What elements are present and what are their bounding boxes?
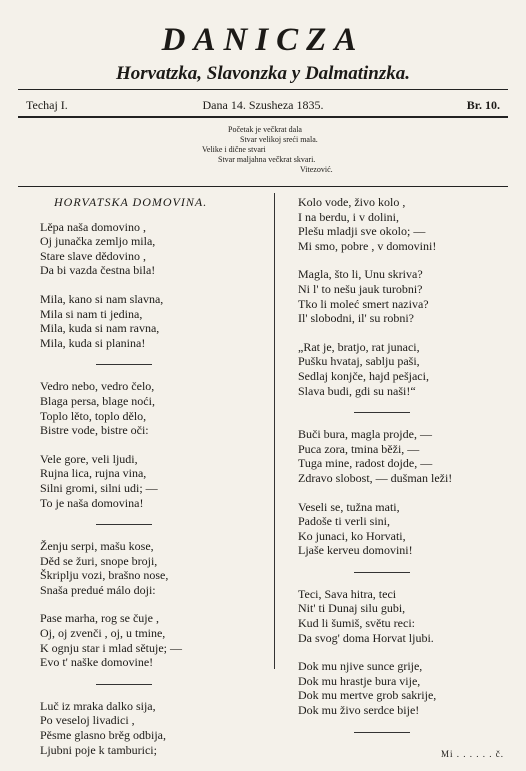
epigraph-author: Vitezović. <box>300 165 333 174</box>
verse-line: Rujna lica, rujna vina, <box>40 466 147 481</box>
verse-line: Luč iz mraka dalko sija, <box>40 698 156 713</box>
stanza <box>40 292 250 350</box>
stanza <box>40 220 250 278</box>
stanza <box>40 539 250 597</box>
verse-line: Il' slobodni, il' su robni? <box>298 311 414 326</box>
stanza-separator <box>354 572 410 573</box>
verse-line: Ženju serpi, mašu kose, <box>40 539 154 554</box>
verse-line: Buči bura, magla projde, — <box>298 427 432 442</box>
verse-line: Ljaše kerveu domovini! <box>298 543 413 558</box>
verse-line: Padoše ti verli sini, <box>298 514 390 529</box>
epigraph-rule <box>18 186 508 187</box>
verse-line: „Rat je, bratjo, rat junaci, <box>298 339 420 354</box>
verse-line: Lěpa naša domovino , <box>40 219 146 234</box>
verse-line: Oj junačka zemljo mila, <box>40 234 156 249</box>
stanza <box>40 699 250 757</box>
epigraph-line: Stvar maljahna večkrat skvari. <box>218 155 316 164</box>
verse-line: Oj, oj zvenči , oj, u tmine, <box>40 626 166 641</box>
verse-line: Blaga persa, blage noći, <box>40 393 155 408</box>
top-rule <box>18 89 508 90</box>
epigraph-line: Početak je večkrat dala <box>228 125 302 134</box>
verse-line: Bistre vode, bistre oči: <box>40 423 149 438</box>
verse-line: Toplo lěto, toplo dělo, <box>40 408 147 423</box>
verse-line: Puca zora, tmina běži, — <box>298 441 420 456</box>
verse-line: Zdravo slobost, — dušman leži! <box>298 470 453 485</box>
date-label: Dana 14. Szusheza 1835. <box>202 98 324 112</box>
verse-line: I na berdu, i v dolini, <box>298 209 399 224</box>
stanza <box>40 611 250 669</box>
issue-number: Br. 10. <box>466 98 500 112</box>
right-column <box>298 195 508 761</box>
verse-line: Ljubni poje k tamburici; <box>40 742 157 757</box>
verse-line: Da bi vazda čestna bila! <box>40 263 156 278</box>
stanza <box>298 427 508 485</box>
stanza <box>298 340 508 398</box>
verse-line: Evo t' naške domovine! <box>40 655 154 670</box>
left-column <box>40 195 250 771</box>
verse-line: Slava budi, gdi su naši!“ <box>298 383 416 398</box>
verse-line: Kud li šumiš, světu reci: <box>298 616 415 631</box>
stanza-separator <box>354 412 410 413</box>
epigraph <box>0 125 526 175</box>
verse-line: Veseli se, tužna mati, <box>298 499 400 514</box>
verse-line: Ni l' to nešu jauk turobni? <box>298 281 423 296</box>
verse-line: Nit' ti Dunaj silu gubi, <box>298 601 406 616</box>
stanza-separator <box>96 684 152 685</box>
verse-line: Stare slave dědovino , <box>40 248 146 263</box>
verse-line: Plešu mladji sve okolo; — <box>298 224 426 239</box>
column-divider <box>274 193 275 669</box>
verse-line: Mi smo, pobre , v domovini! <box>298 238 437 253</box>
verse-line: Po veseloj livadici , <box>40 713 135 728</box>
masthead: DANICZA <box>161 22 365 58</box>
meta-rule <box>18 116 508 118</box>
stanza <box>298 267 508 325</box>
verse-line: To je naša domovina! <box>40 495 144 510</box>
stanza <box>298 587 508 645</box>
verse-line: Děd se žuri, snope broji, <box>40 553 158 568</box>
epigraph-line: Velike i dične stvari <box>202 145 266 154</box>
stanza <box>40 379 250 437</box>
verse-line: Pase marha, rog se čuje , <box>40 611 159 626</box>
verse-line: Snaša predué málo doji: <box>40 582 156 597</box>
verse-line: K ognju star i mlad sětuje; — <box>40 640 182 655</box>
volume-label: Techaj I. <box>26 98 68 112</box>
stanza <box>40 452 250 510</box>
stanza-separator <box>96 364 152 365</box>
verse-line: Kolo vode, živo kolo , <box>298 195 406 209</box>
verse-line: Dok mu njive sunce grije, <box>298 659 423 674</box>
signature: Mi . . . . . . č. <box>441 748 504 759</box>
verse-line: Da svog' doma Horvat ljubi. <box>298 630 434 645</box>
verse-line: Vele gore, veli ljudi, <box>40 451 138 466</box>
subtitle: Horvatzka, Slavonzka y Dalmatinzka. <box>116 63 410 84</box>
verse-line: Vedro nebo, vedro čelo, <box>40 379 155 394</box>
verse-line: Dok mu živo serdce bije! <box>298 703 420 718</box>
verse-line: Škriplju vozi, brašno nose, <box>40 568 169 583</box>
verse-line: Pěsme glasno brěg odbija, <box>40 728 166 743</box>
verse-line: Tuga mine, radost dojde, — <box>298 456 433 471</box>
verse-line: Silni gromi, silni udi; — <box>40 480 158 495</box>
verse-line: Tko li moleć smert naziva? <box>298 296 429 311</box>
stanza-separator <box>96 524 152 525</box>
stanza <box>298 500 508 558</box>
verse-line: Pušku hvataj, sablju paši, <box>298 354 420 369</box>
epigraph-line: Stvar velikoj sreći mala. <box>240 135 318 144</box>
verse-line: Mila si nam ti jedina, <box>40 306 143 321</box>
verse-line: Dok mu mertve grob sakrije, <box>298 688 437 703</box>
stanza-separator <box>354 732 410 733</box>
verse-line: Teci, Sava hitra, teci <box>298 586 397 601</box>
stanza <box>298 195 508 253</box>
verse-line: Sedlaj konjče, hajd pešjaci, <box>298 368 429 383</box>
verse-line: Dok mu hrastje bura vije, <box>298 673 421 688</box>
verse-line: Magla, što li, Unu skriva? <box>298 267 423 282</box>
verse-line: Mila, kuda si nam ravna, <box>40 321 160 336</box>
poem-title: HORVATSKA DOMOVINA. <box>54 195 208 209</box>
verse-line: Mila, kuda si planina! <box>40 335 146 350</box>
stanza <box>298 659 508 717</box>
verse-line: Mila, kano si nam slavna, <box>40 291 164 306</box>
verse-line: Ko junaci, ko Horvati, <box>298 528 406 543</box>
